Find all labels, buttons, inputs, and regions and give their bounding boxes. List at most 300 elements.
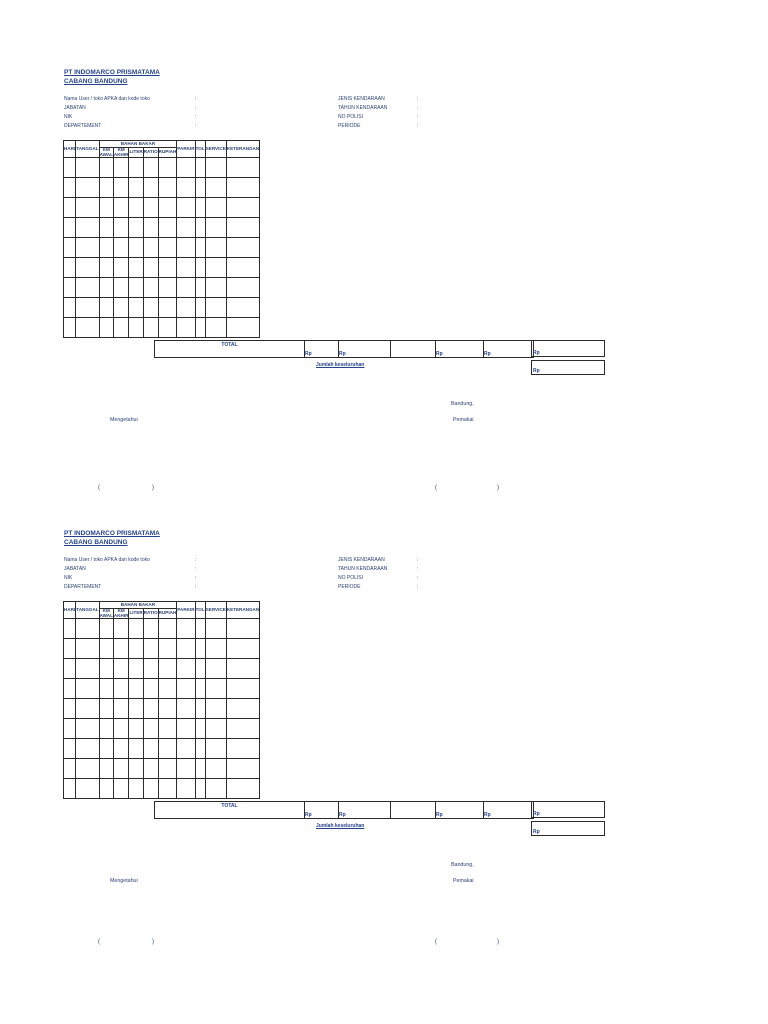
info-period-label: PERIODE bbox=[338, 123, 361, 129]
col-hari-header: HARI bbox=[64, 141, 76, 158]
table-cell[interactable] bbox=[195, 158, 205, 178]
table-cell[interactable] bbox=[205, 218, 226, 238]
table-cell[interactable] bbox=[113, 238, 129, 258]
col-parkir-header: PARKIR bbox=[177, 602, 195, 619]
table-cell[interactable] bbox=[129, 739, 143, 759]
table-cell[interactable] bbox=[129, 178, 143, 198]
acknowledged-label: Mengetahui bbox=[110, 417, 138, 423]
table-cell[interactable] bbox=[143, 298, 158, 318]
table-cell[interactable] bbox=[129, 779, 143, 799]
table-cell[interactable] bbox=[64, 298, 76, 318]
table-cell[interactable] bbox=[177, 298, 195, 318]
table-cell[interactable] bbox=[226, 619, 259, 639]
table-cell[interactable] bbox=[99, 759, 113, 779]
info-nik-label: NIK bbox=[64, 575, 73, 581]
table-cell[interactable] bbox=[99, 238, 113, 258]
table-row bbox=[64, 699, 260, 719]
table-cell[interactable] bbox=[177, 759, 195, 779]
table-cell[interactable] bbox=[129, 238, 143, 258]
table-cell[interactable] bbox=[129, 619, 143, 639]
table-cell[interactable] bbox=[129, 719, 143, 739]
table-cell[interactable] bbox=[143, 639, 158, 659]
table-cell[interactable] bbox=[143, 759, 158, 779]
info-plate-label: NO POLISI bbox=[338, 575, 364, 581]
table-cell[interactable] bbox=[76, 659, 99, 679]
table-cell[interactable] bbox=[195, 258, 205, 278]
table-row bbox=[64, 659, 260, 679]
total-keterangan-cell bbox=[531, 340, 605, 357]
table-cell[interactable] bbox=[129, 218, 143, 238]
table-cell[interactable] bbox=[226, 759, 259, 779]
table-cell[interactable] bbox=[64, 218, 76, 238]
table-cell[interactable] bbox=[143, 699, 158, 719]
table-cell[interactable] bbox=[113, 619, 129, 639]
table-cell[interactable] bbox=[129, 699, 143, 719]
table-cell[interactable] bbox=[226, 278, 259, 298]
total-keterangan-cell bbox=[531, 801, 605, 818]
table-cell[interactable] bbox=[129, 659, 143, 679]
table-cell[interactable] bbox=[64, 258, 76, 278]
company-name: PT INDOMARCO PRISMATAMA bbox=[64, 69, 160, 76]
table-cell[interactable] bbox=[143, 178, 158, 198]
table-cell[interactable] bbox=[195, 699, 205, 719]
col-km-awal-header: KM AWAL bbox=[99, 608, 113, 618]
info-plate-label: NO POLISI bbox=[338, 114, 364, 120]
table-cell[interactable] bbox=[177, 619, 195, 639]
table-cell[interactable] bbox=[99, 699, 113, 719]
table-cell[interactable] bbox=[129, 278, 143, 298]
table-row bbox=[64, 278, 260, 298]
table-cell[interactable] bbox=[113, 178, 129, 198]
table-cell[interactable] bbox=[205, 318, 226, 338]
total-parkir-cell[interactable] bbox=[391, 802, 436, 819]
table-row bbox=[64, 178, 260, 198]
table-cell[interactable] bbox=[76, 739, 99, 759]
table-cell[interactable] bbox=[99, 679, 113, 699]
table-cell[interactable] bbox=[99, 258, 113, 278]
info-colon: : bbox=[195, 584, 197, 590]
table-cell[interactable] bbox=[64, 659, 76, 679]
table-cell[interactable] bbox=[205, 158, 226, 178]
table-cell[interactable] bbox=[143, 739, 158, 759]
col-bahan-bakar-header: BAHAN BAKAR bbox=[99, 602, 177, 609]
info-colon: : bbox=[417, 575, 419, 581]
table-cell[interactable] bbox=[226, 739, 259, 759]
table-cell[interactable] bbox=[143, 679, 158, 699]
table-cell[interactable] bbox=[113, 739, 129, 759]
info-colon: : bbox=[195, 575, 197, 581]
table-row bbox=[64, 779, 260, 799]
table-cell[interactable] bbox=[195, 759, 205, 779]
table-cell[interactable] bbox=[113, 218, 129, 238]
table-cell[interactable] bbox=[76, 779, 99, 799]
table-cell[interactable] bbox=[64, 699, 76, 719]
col-tol-header: TOL bbox=[195, 141, 205, 158]
table-cell[interactable] bbox=[177, 779, 195, 799]
table-row bbox=[64, 679, 260, 699]
table-row bbox=[64, 198, 260, 218]
table-cell[interactable] bbox=[99, 639, 113, 659]
table-cell[interactable] bbox=[195, 619, 205, 639]
signature-paren-close: ) bbox=[152, 939, 154, 945]
table-cell[interactable] bbox=[205, 759, 226, 779]
table-cell[interactable] bbox=[177, 719, 195, 739]
table-cell[interactable] bbox=[158, 779, 177, 799]
table-cell[interactable] bbox=[158, 659, 177, 679]
table-cell[interactable] bbox=[64, 318, 76, 338]
table-cell[interactable] bbox=[76, 298, 99, 318]
signature-paren-close: ) bbox=[497, 939, 499, 945]
table-cell[interactable] bbox=[76, 198, 99, 218]
col-rupiah-header: RUPIAH bbox=[158, 148, 177, 158]
table-cell[interactable] bbox=[99, 158, 113, 178]
col-ratio-header: RATIO bbox=[143, 609, 158, 619]
table-cell[interactable] bbox=[129, 759, 143, 779]
table-cell[interactable] bbox=[177, 318, 195, 338]
table-cell[interactable] bbox=[195, 779, 205, 799]
branch-name: CABANG BANDUNG bbox=[64, 539, 128, 546]
table-cell[interactable] bbox=[76, 719, 99, 739]
signature-paren-open: ( bbox=[98, 485, 100, 491]
table-cell[interactable] bbox=[99, 298, 113, 318]
table-cell[interactable] bbox=[76, 699, 99, 719]
table-cell[interactable] bbox=[226, 238, 259, 258]
col-km-awal-header: KM AWAL bbox=[99, 147, 113, 157]
info-colon: : bbox=[417, 114, 419, 120]
table-cell[interactable] bbox=[158, 759, 177, 779]
table-cell[interactable] bbox=[99, 739, 113, 759]
totals-row bbox=[154, 340, 534, 358]
table-cell[interactable] bbox=[158, 218, 177, 238]
table-cell[interactable] bbox=[226, 178, 259, 198]
info-vehicle-year-label: TAHUN KENDARAAN bbox=[338, 566, 388, 572]
table-cell[interactable] bbox=[177, 699, 195, 719]
total-keterangan-currency: Rp bbox=[533, 811, 540, 817]
total-service-currency: Rp bbox=[484, 802, 534, 819]
info-user-label: Nama User / toko APKA dan kode toko bbox=[64, 96, 150, 102]
table-cell[interactable] bbox=[226, 679, 259, 699]
table-cell[interactable] bbox=[76, 178, 99, 198]
table-cell[interactable] bbox=[195, 198, 205, 218]
grand-total-cell bbox=[531, 821, 605, 836]
col-parkir-header: PARKIR bbox=[177, 141, 195, 158]
table-row bbox=[64, 158, 260, 178]
table-cell[interactable] bbox=[99, 659, 113, 679]
table-row bbox=[64, 739, 260, 759]
table-cell[interactable] bbox=[205, 178, 226, 198]
table-cell[interactable] bbox=[143, 318, 158, 338]
table-cell[interactable] bbox=[226, 699, 259, 719]
info-period-label: PERIODE bbox=[338, 584, 361, 590]
table-cell[interactable] bbox=[205, 739, 226, 759]
table-cell[interactable] bbox=[64, 619, 76, 639]
table-cell[interactable] bbox=[195, 659, 205, 679]
table-cell[interactable] bbox=[113, 779, 129, 799]
table-cell[interactable] bbox=[205, 659, 226, 679]
table-cell[interactable] bbox=[177, 158, 195, 178]
table-cell[interactable] bbox=[158, 679, 177, 699]
table-cell[interactable] bbox=[129, 198, 143, 218]
total-rupiah-currency: Rp bbox=[339, 341, 391, 358]
table-cell[interactable] bbox=[226, 218, 259, 238]
table-cell[interactable] bbox=[99, 318, 113, 338]
table-cell[interactable] bbox=[76, 158, 99, 178]
total-ratio-currency: Rp bbox=[305, 802, 339, 819]
table-cell[interactable] bbox=[195, 719, 205, 739]
signature-paren-open: ( bbox=[98, 939, 100, 945]
total-service-currency: Rp bbox=[484, 341, 534, 358]
table-cell[interactable] bbox=[113, 679, 129, 699]
total-keterangan-currency: Rp bbox=[533, 350, 540, 356]
table-row bbox=[64, 238, 260, 258]
table-cell[interactable] bbox=[177, 278, 195, 298]
table-cell[interactable] bbox=[158, 258, 177, 278]
table-cell[interactable] bbox=[226, 659, 259, 679]
table-cell[interactable] bbox=[129, 298, 143, 318]
city-date-label: Bandung, bbox=[451, 862, 474, 868]
col-keterangan-header: KETERANGAN bbox=[226, 141, 259, 158]
table-cell[interactable] bbox=[113, 278, 129, 298]
info-jabatan-label: JABATAN bbox=[64, 566, 86, 572]
table-cell[interactable] bbox=[205, 699, 226, 719]
table-cell[interactable] bbox=[76, 278, 99, 298]
expense-form-1 bbox=[0, 0, 768, 491]
table-cell[interactable] bbox=[158, 719, 177, 739]
table-cell[interactable] bbox=[177, 218, 195, 238]
table-cell[interactable] bbox=[143, 659, 158, 679]
table-cell[interactable] bbox=[205, 679, 226, 699]
table-cell[interactable] bbox=[113, 639, 129, 659]
table-cell[interactable] bbox=[129, 639, 143, 659]
table-cell[interactable] bbox=[195, 218, 205, 238]
col-liter-header: LITER bbox=[129, 609, 143, 619]
col-service-header: SERVICE bbox=[205, 141, 226, 158]
table-row bbox=[64, 639, 260, 659]
table-cell[interactable] bbox=[195, 679, 205, 699]
acknowledged-label: Mengetahui bbox=[110, 878, 138, 884]
table-cell[interactable] bbox=[205, 238, 226, 258]
table-cell[interactable] bbox=[177, 659, 195, 679]
signature-paren-close: ) bbox=[152, 485, 154, 491]
table-cell[interactable] bbox=[143, 258, 158, 278]
table-cell[interactable] bbox=[205, 779, 226, 799]
table-cell[interactable] bbox=[143, 158, 158, 178]
table-cell[interactable] bbox=[99, 719, 113, 739]
table-cell[interactable] bbox=[205, 278, 226, 298]
table-cell[interactable] bbox=[64, 719, 76, 739]
table-cell[interactable] bbox=[158, 619, 177, 639]
user-label: Pemakai bbox=[453, 878, 474, 884]
info-department-label: DEPARTEMENT bbox=[64, 584, 102, 590]
table-cell[interactable] bbox=[158, 298, 177, 318]
signature-paren-open: ( bbox=[435, 939, 437, 945]
table-cell[interactable] bbox=[177, 238, 195, 258]
table-cell[interactable] bbox=[177, 198, 195, 218]
table-cell[interactable] bbox=[76, 318, 99, 338]
table-cell[interactable] bbox=[113, 719, 129, 739]
info-colon: : bbox=[195, 114, 197, 120]
expense-table bbox=[63, 140, 260, 338]
total-ratio-currency: Rp bbox=[305, 341, 339, 358]
table-row bbox=[64, 619, 260, 639]
table-cell[interactable] bbox=[99, 198, 113, 218]
table-cell[interactable] bbox=[76, 759, 99, 779]
table-cell[interactable] bbox=[143, 198, 158, 218]
table-cell[interactable] bbox=[64, 759, 76, 779]
expense-form-2 bbox=[0, 461, 768, 945]
table-cell[interactable] bbox=[64, 679, 76, 699]
table-cell[interactable] bbox=[195, 178, 205, 198]
info-user-label: Nama User / toko APKA dan kode toko bbox=[64, 557, 150, 563]
table-cell[interactable] bbox=[143, 619, 158, 639]
col-tanggal-header: TANGGAL bbox=[76, 141, 99, 158]
table-cell[interactable] bbox=[158, 178, 177, 198]
total-tol-currency: Rp bbox=[436, 341, 484, 358]
table-row bbox=[64, 218, 260, 238]
table-cell[interactable] bbox=[113, 659, 129, 679]
table-cell[interactable] bbox=[76, 238, 99, 258]
table-cell[interactable] bbox=[113, 158, 129, 178]
table-cell[interactable] bbox=[226, 318, 259, 338]
table-cell[interactable] bbox=[205, 639, 226, 659]
table-cell[interactable] bbox=[113, 198, 129, 218]
info-colon: : bbox=[195, 123, 197, 129]
info-vehicle-year-label: TAHUN KENDARAAN bbox=[338, 105, 388, 111]
table-cell[interactable] bbox=[99, 619, 113, 639]
expense-table bbox=[63, 601, 260, 799]
table-cell[interactable] bbox=[64, 639, 76, 659]
col-tol-header: TOL bbox=[195, 602, 205, 619]
grand-total-cell bbox=[531, 360, 605, 375]
info-colon: : bbox=[195, 105, 197, 111]
table-cell[interactable] bbox=[195, 298, 205, 318]
table-cell[interactable] bbox=[76, 258, 99, 278]
table-cell[interactable] bbox=[158, 639, 177, 659]
user-label: Pemakai bbox=[453, 417, 474, 423]
table-cell[interactable] bbox=[64, 278, 76, 298]
table-cell[interactable] bbox=[64, 739, 76, 759]
col-rupiah-header: RUPIAH bbox=[158, 609, 177, 619]
table-cell[interactable] bbox=[143, 238, 158, 258]
table-cell[interactable] bbox=[158, 699, 177, 719]
table-cell[interactable] bbox=[143, 218, 158, 238]
table-cell[interactable] bbox=[177, 639, 195, 659]
table-row bbox=[64, 298, 260, 318]
total-parkir-cell[interactable] bbox=[391, 341, 436, 358]
table-cell[interactable] bbox=[113, 318, 129, 338]
table-cell[interactable] bbox=[205, 198, 226, 218]
table-cell[interactable] bbox=[195, 238, 205, 258]
table-cell[interactable] bbox=[158, 318, 177, 338]
table-cell[interactable] bbox=[205, 619, 226, 639]
table-cell[interactable] bbox=[226, 639, 259, 659]
table-row bbox=[64, 759, 260, 779]
table-cell[interactable] bbox=[226, 719, 259, 739]
table-cell[interactable] bbox=[195, 739, 205, 759]
table-cell[interactable] bbox=[226, 258, 259, 278]
table-cell[interactable] bbox=[143, 719, 158, 739]
table-cell[interactable] bbox=[205, 719, 226, 739]
table-cell[interactable] bbox=[177, 739, 195, 759]
totals-row bbox=[154, 801, 534, 819]
total-rupiah-currency: Rp bbox=[339, 802, 391, 819]
table-cell[interactable] bbox=[143, 278, 158, 298]
info-department-label: DEPARTEMENT bbox=[64, 123, 102, 129]
table-cell[interactable] bbox=[113, 298, 129, 318]
col-liter-header: LITER bbox=[129, 148, 143, 158]
table-cell[interactable] bbox=[226, 779, 259, 799]
table-cell[interactable] bbox=[113, 759, 129, 779]
table-row bbox=[64, 318, 260, 338]
table-cell[interactable] bbox=[158, 238, 177, 258]
table-cell[interactable] bbox=[76, 218, 99, 238]
table-cell[interactable] bbox=[129, 158, 143, 178]
table-cell[interactable] bbox=[64, 158, 76, 178]
table-cell[interactable] bbox=[64, 779, 76, 799]
total-label: TOTAL bbox=[155, 802, 305, 819]
table-cell[interactable] bbox=[226, 198, 259, 218]
grand-total-currency: Rp bbox=[533, 368, 540, 374]
table-cell[interactable] bbox=[76, 639, 99, 659]
info-colon: : bbox=[417, 566, 419, 572]
city-date-label: Bandung, bbox=[451, 401, 474, 407]
table-cell[interactable] bbox=[99, 779, 113, 799]
info-colon: : bbox=[195, 566, 197, 572]
info-vehicle-type-label: JENIS KENDARAAN bbox=[338, 96, 385, 102]
table-cell[interactable] bbox=[64, 238, 76, 258]
table-cell[interactable] bbox=[158, 739, 177, 759]
table-cell[interactable] bbox=[177, 178, 195, 198]
table-cell[interactable] bbox=[205, 298, 226, 318]
table-cell[interactable] bbox=[99, 278, 113, 298]
table-cell[interactable] bbox=[129, 318, 143, 338]
table-cell[interactable] bbox=[195, 639, 205, 659]
company-name: PT INDOMARCO PRISMATAMA bbox=[64, 530, 160, 537]
table-cell[interactable] bbox=[195, 278, 205, 298]
table-cell[interactable] bbox=[177, 679, 195, 699]
table-cell[interactable] bbox=[64, 198, 76, 218]
info-nik-label: NIK bbox=[64, 114, 73, 120]
table-cell[interactable] bbox=[226, 158, 259, 178]
info-jabatan-label: JABATAN bbox=[64, 105, 86, 111]
table-row bbox=[64, 258, 260, 278]
col-km-akhir-header: KM AKHIR bbox=[113, 147, 129, 157]
table-cell[interactable] bbox=[158, 198, 177, 218]
table-cell[interactable] bbox=[177, 258, 195, 278]
table-cell[interactable] bbox=[99, 218, 113, 238]
table-cell[interactable] bbox=[64, 178, 76, 198]
table-cell[interactable] bbox=[129, 679, 143, 699]
table-cell[interactable] bbox=[205, 258, 226, 278]
branch-name: CABANG BANDUNG bbox=[64, 78, 128, 85]
table-cell[interactable] bbox=[113, 699, 129, 719]
grand-total-currency: Rp bbox=[533, 829, 540, 835]
table-cell[interactable] bbox=[143, 779, 158, 799]
table-cell[interactable] bbox=[129, 258, 143, 278]
table-cell[interactable] bbox=[113, 258, 129, 278]
col-bahan-bakar-header: BAHAN BAKAR bbox=[99, 141, 177, 148]
table-cell[interactable] bbox=[158, 158, 177, 178]
table-cell[interactable] bbox=[76, 619, 99, 639]
table-cell[interactable] bbox=[76, 679, 99, 699]
table-cell[interactable] bbox=[158, 278, 177, 298]
table-cell[interactable] bbox=[99, 178, 113, 198]
table-cell[interactable] bbox=[195, 318, 205, 338]
total-label: TOTAL bbox=[155, 341, 305, 358]
table-cell[interactable] bbox=[226, 298, 259, 318]
info-vehicle-type-label: JENIS KENDARAAN bbox=[338, 557, 385, 563]
info-colon: : bbox=[417, 584, 419, 590]
